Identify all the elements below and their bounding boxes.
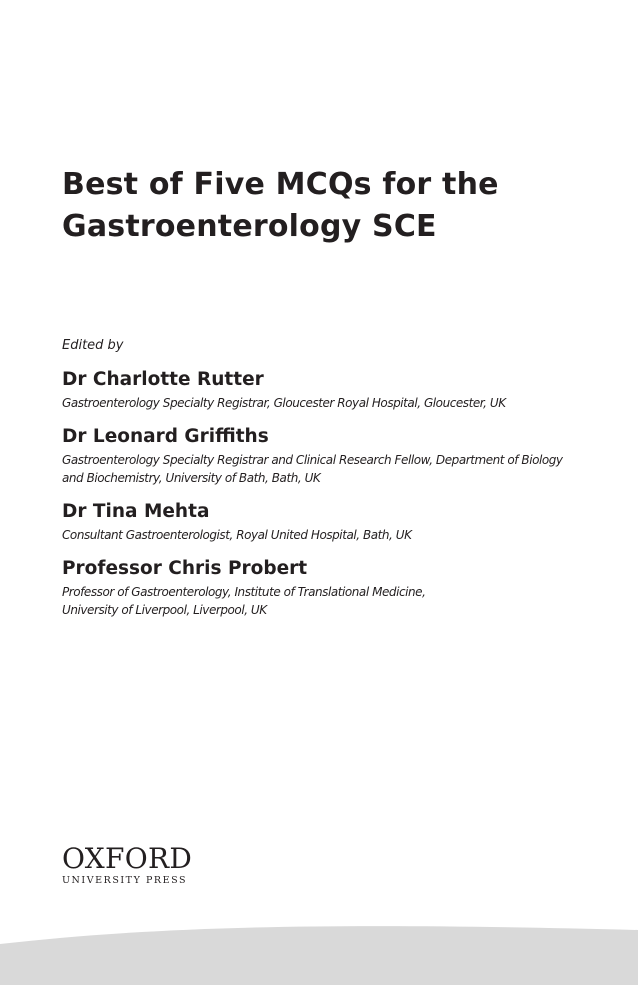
editor-entry: [62, 498, 622, 544]
editor-name: Dr Charlotte Rutter: [62, 369, 264, 390]
editor-entry: [62, 423, 622, 487]
editor-entry: [62, 555, 622, 619]
editor-entry: [62, 366, 622, 412]
editor-affiliation-line: and Biochemistry, University of Bath, Bath, UK: [62, 471, 321, 485]
editor-list: [62, 366, 622, 619]
publisher-logo: [62, 844, 192, 887]
editor-affiliation: [62, 526, 622, 544]
book-title-line-1: Best of Five MCQs for the: [62, 167, 499, 202]
page-curl-band: [0, 920, 638, 985]
book-title: [62, 164, 602, 248]
page-curl-band-shape: [0, 926, 638, 985]
editor-affiliation-line: Professor of Gastroenterology, Institute of Translational Medicine,: [62, 585, 426, 599]
edited-by-label: Edited by: [62, 338, 124, 353]
editor-name: Dr Tina Mehta: [62, 501, 210, 522]
editor-affiliation-line: Consultant Gastroenterologist, Royal United Hospital, Bath, UK: [62, 528, 412, 542]
editor-affiliation: [62, 583, 622, 619]
publisher-name: OXFORD: [62, 842, 193, 875]
editor-affiliation-line: Gastroenterology Specialty Registrar and Clinical Research Fellow, Department of Biology: [62, 453, 563, 467]
editor-affiliation: [62, 394, 622, 412]
editor-affiliation-line: Gastroenterology Specialty Registrar, Gloucester Royal Hospital, Gloucester, UK: [62, 396, 506, 410]
publisher-subtitle: UNIVERSITY PRESS: [62, 875, 188, 886]
editor-name: Professor Chris Probert: [62, 558, 308, 579]
editor-name: Dr Leonard Griffiths: [62, 426, 269, 447]
book-title-line-2: Gastroenterology SCE: [62, 209, 437, 244]
editor-affiliation-line: University of Liverpool, Liverpool, UK: [62, 603, 267, 617]
editor-affiliation: [62, 451, 622, 487]
